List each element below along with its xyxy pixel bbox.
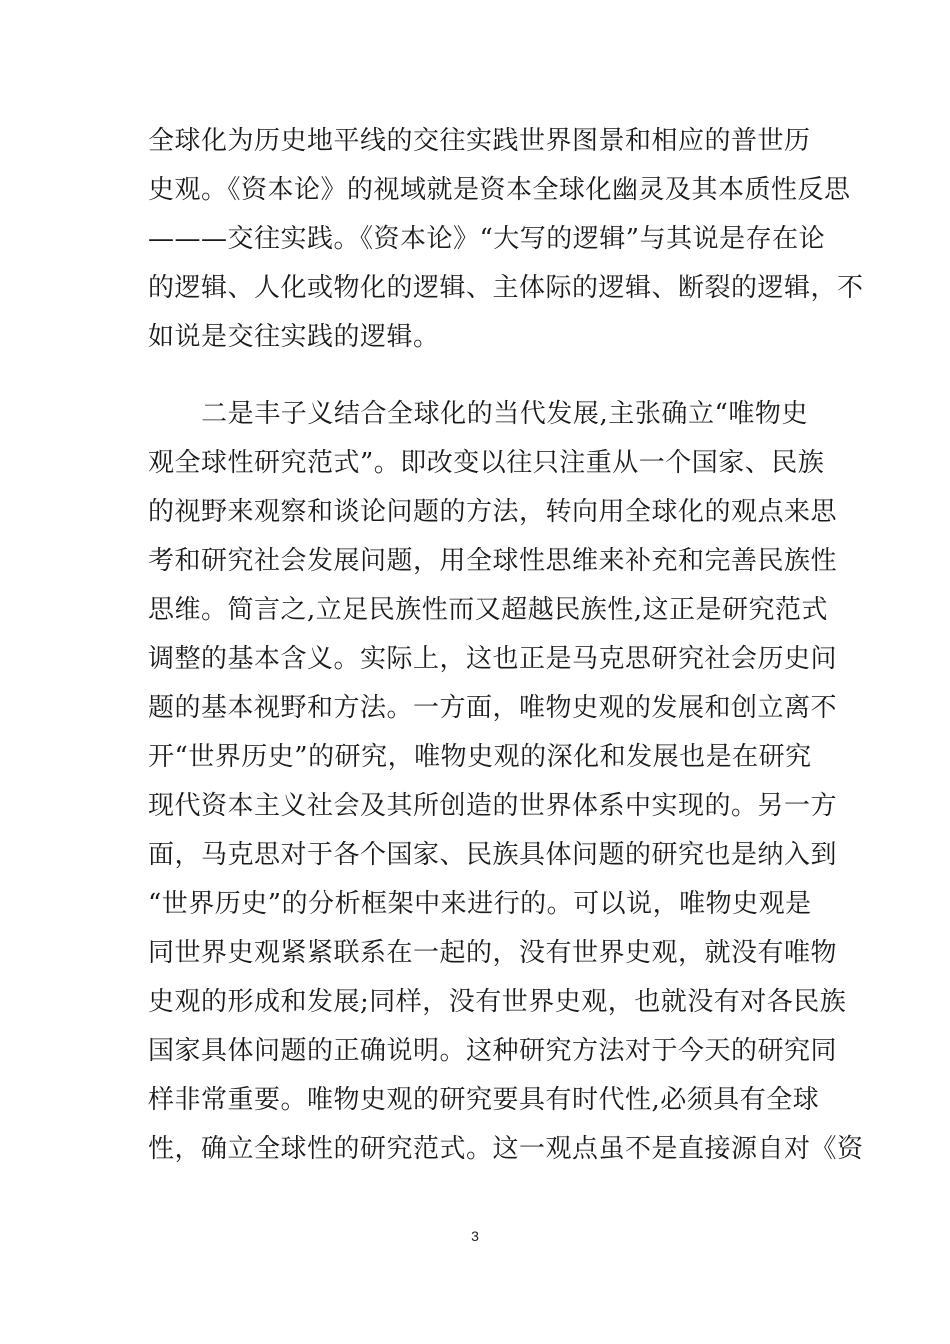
- text-line: ———交往实践。《资本论》“大写的逻辑”与其说是存在论: [148, 224, 826, 254]
- text-line: “世界历史”的分析框架中来进行的。可以说，唯物史观是: [148, 889, 812, 919]
- text-line: 同世界史观紧紧联系在一起的，没有世界史观，就没有唯物: [148, 938, 838, 968]
- text-line: 国家具体问题的正确说明。这种研究方法对于今天的研究同: [148, 1036, 838, 1066]
- text-line: 二是丰子义结合全球化的当代发展,主张确立“唯物史: [148, 399, 808, 429]
- text-line: 思维。简言之,立足民族性而又超越民族性,这正是研究范式: [148, 595, 829, 625]
- text-line: 的视野来观察和谈论问题的方法，转向用全球化的观点来思: [148, 497, 838, 527]
- text-line: 样非常重要。唯物史观的研究要具有时代性,必须具有全球: [148, 1085, 820, 1115]
- text-line: 现代资本主义社会及其所创造的世界体系中实现的。另一方: [148, 791, 838, 821]
- text-line: 题的基本视野和方法。一方面，唯物史观的发展和创立离不: [148, 693, 838, 723]
- text-line: 性，确立全球性的研究范式。这一观点虽不是直接源自对《资: [148, 1134, 864, 1164]
- page-number: 3: [471, 1228, 479, 1244]
- text-line: 考和研究社会发展问题，用全球性思维来补充和完善民族性: [148, 546, 838, 576]
- text-line: 史观的形成和发展;同样，没有世界史观，也就没有对各民族: [148, 987, 847, 1017]
- text-line: 开“世界历史”的研究，唯物史观的深化和发展也是在研究: [148, 742, 812, 772]
- text-line: 观全球性研究范式”。即改变以往只注重从一个国家、民族: [148, 448, 825, 478]
- text-line: 的逻辑、人化或物化的逻辑、主体际的逻辑、断裂的逻辑，不: [148, 273, 864, 303]
- text-line: 调整的基本含义。实际上，这也正是马克思研究社会历史问: [148, 644, 838, 674]
- paragraph-continued: [148, 117, 864, 362]
- text-line: 面，马克思对于各个国家、民族具体问题的研究也是纳入到: [148, 840, 838, 870]
- text-line: 如说是交往实践的逻辑。: [148, 322, 440, 352]
- text-line: 史观。《资本论》的视域就是资本全球化幽灵及其本质性反思: [148, 175, 851, 205]
- text-line: 全球化为历史地平线的交往实践世界图景和相应的普世历: [148, 126, 811, 156]
- paragraph-two: [148, 390, 864, 1174]
